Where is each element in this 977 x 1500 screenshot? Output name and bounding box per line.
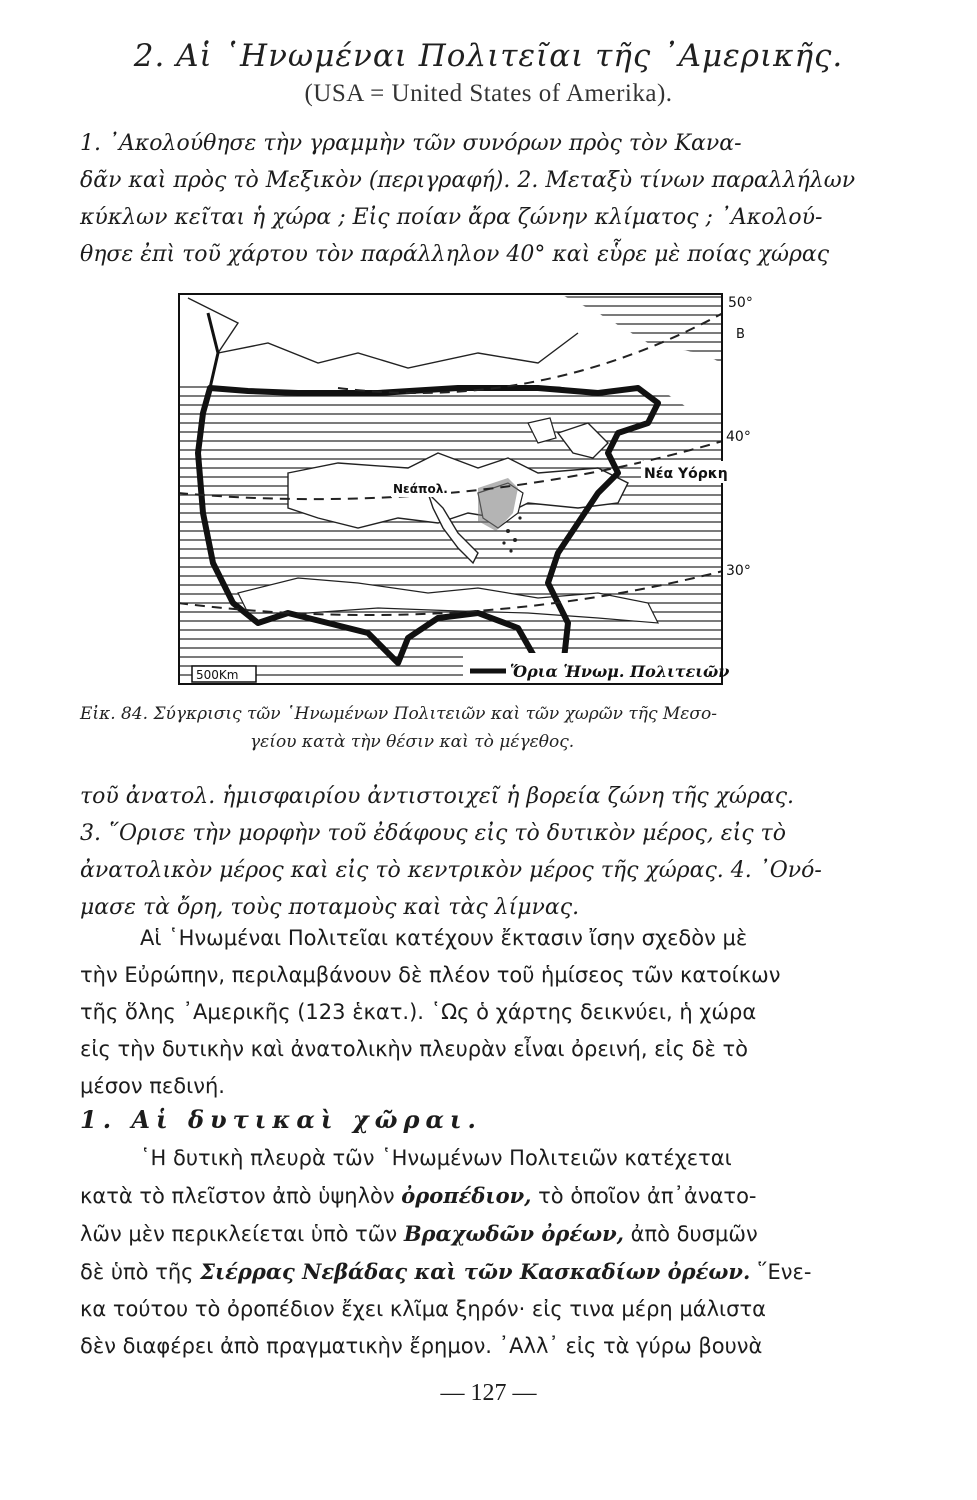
emphasis-sierra-cascades: Σιέρρας Νεβάδας καὶ τῶν Κασκαδίων ὀρέων. [200,1259,751,1284]
border-legend-label: Ὅρια Ἡνωμ. Πολιτειῶν [510,662,730,681]
chapter-title: 2. Αἱ ῾Ηνωμέναι Πολιτεῖαι τῆς ᾿Αμερικῆς. [133,38,844,74]
naples-label: Νεάπολ. [393,482,448,496]
text-line: εἰς τὴν δυτικὴν καὶ ἀνατολικὴν πλευρὰν εἶναι ὀρεινή, εἰς δὲ τὸ [80,1037,749,1061]
text-line: 3. ῞Ορισε τὴν μορφὴν τοῦ ἐδάφους εἰς τὸ δυτικὸν μέρος, εἰς τὸ [80,821,786,846]
text-line: δᾶν καὶ πρὸς τὸ Μεξικὸν (περιγραφή). 2. Μεταξὺ τίνων παραλλήλων [80,168,856,193]
text-segment: δὲ ὑπὸ τῆς [80,1260,201,1284]
text-line: τὴν Εὐρώπην, περιλαμβάνουν δὲ πλέον τοῦ ἡμίσεος τῶν κατοίκων [80,963,781,987]
scale-label: 500Km [196,668,239,682]
text-segment: τὸ ὁποῖον ἀπ᾿ἀνατο- [531,1184,757,1208]
text-line: ῾Η δυτικὴ πλευρὰ τῶν ῾Ηνωμένων Πολιτειῶν κατέχεται [140,1146,732,1170]
text-line: ἀνατολικὸν μέρος καὶ εἰς τὸ κεντρικὸν μέρος τῆς χώρας. 4. ᾿Ονό- [80,858,822,883]
text-line [80,1215,860,1253]
text-segment: λῶν μὲν περικλείεται ὑπὸ τῶν [80,1222,404,1246]
text-line: μέσον πεδινή. [80,1074,225,1098]
text-line: τῆς ὅλης ᾿Αμερικῆς (123 ἑκατ.). ῾Ως ὁ χάρτης δεικνύει, ἡ χώρα [80,1000,757,1024]
text-line: θησε ἐπὶ τοῦ χάρτου τὸν παράλληλον 40° καὶ εὗρε μὲ ποίας χώρας [80,242,830,267]
emphasis-rocky-mountains: Βραχωδῶν ὀρέων, [403,1221,624,1246]
text-segment: κατὰ τὸ πλεῖστον ἀπὸ ὑψηλὸν [80,1184,402,1208]
exercise-paragraph [80,125,860,273]
text-segment: ῞Ενε- [750,1260,812,1284]
text-line: κα τούτου τὸ ὀροπέδιον ἔχει κλῖμα ξηρόν· εἰς τινα μέρη μάλιστα [80,1297,766,1321]
text-line: 1. ᾿Ακολούθησε τὴν γραμμὴν τῶν συνόρων πρὸς τὸν Κανα- [80,131,742,156]
new-york-label: Νέα Υόρκη [644,466,728,482]
caption-line: Εἰκ. 84. Σύγκρισις τῶν ῾Ηνωμένων Πολιτειῶν καὶ τῶν χωρῶν τῆς Μεσο- [80,704,718,724]
text-line: τοῦ ἀνατολ. ἡμισφαιρίου ἀντιστοιχεῖ ἡ βορεία ζώνη τῆς χώρας. [80,784,795,809]
text-line: κύκλων κεῖται ἡ χώρα ; Εἰς ποίαν ἄρα ζώνην κλίματος ; ᾿Ακολού- [80,205,823,230]
lat-40-label: 40° [726,429,751,445]
text-line [80,1177,860,1215]
text-segment: ἀπὸ δυσμῶν [624,1222,758,1246]
text-line: μασε τὰ ὄρη, τοὺς ποταμοὺς καὶ τὰς λίμνας. [80,895,580,920]
overview-paragraph [80,920,860,1105]
lat-30-label: 30° [726,563,751,579]
comparison-map [178,293,768,695]
chapter-subtitle: (USA = United States of Amerika). [304,80,673,107]
exercise-continued [80,778,860,926]
caption-line: γείου κατὰ τὴν θέσιν καὶ τὸ μέγεθος. [250,732,575,752]
figure-caption [80,700,870,756]
emphasis-plateau: ὀροπέδιον, [401,1183,532,1208]
lat-50-label: 50° [728,295,753,311]
text-line [80,1253,860,1291]
page-number: — 127 — [440,1380,537,1406]
western-regions-paragraph [80,1140,860,1365]
lat-50-suffix: Β [736,327,745,342]
text-line: Αἱ ῾Ηνωμέναι Πολιτεῖαι κατέχουν ἔκτασιν ἴσην σχεδὸν μὲ [140,926,748,950]
section-heading: 1. Αἱ δυτικαὶ χῶραι. [80,1105,482,1134]
text-line: δὲν διαφέρει ἀπὸ πραγματικὴν ἔρημον. ᾿Αλλ᾿ εἰς τὰ γύρω βουνὰ [80,1334,763,1358]
